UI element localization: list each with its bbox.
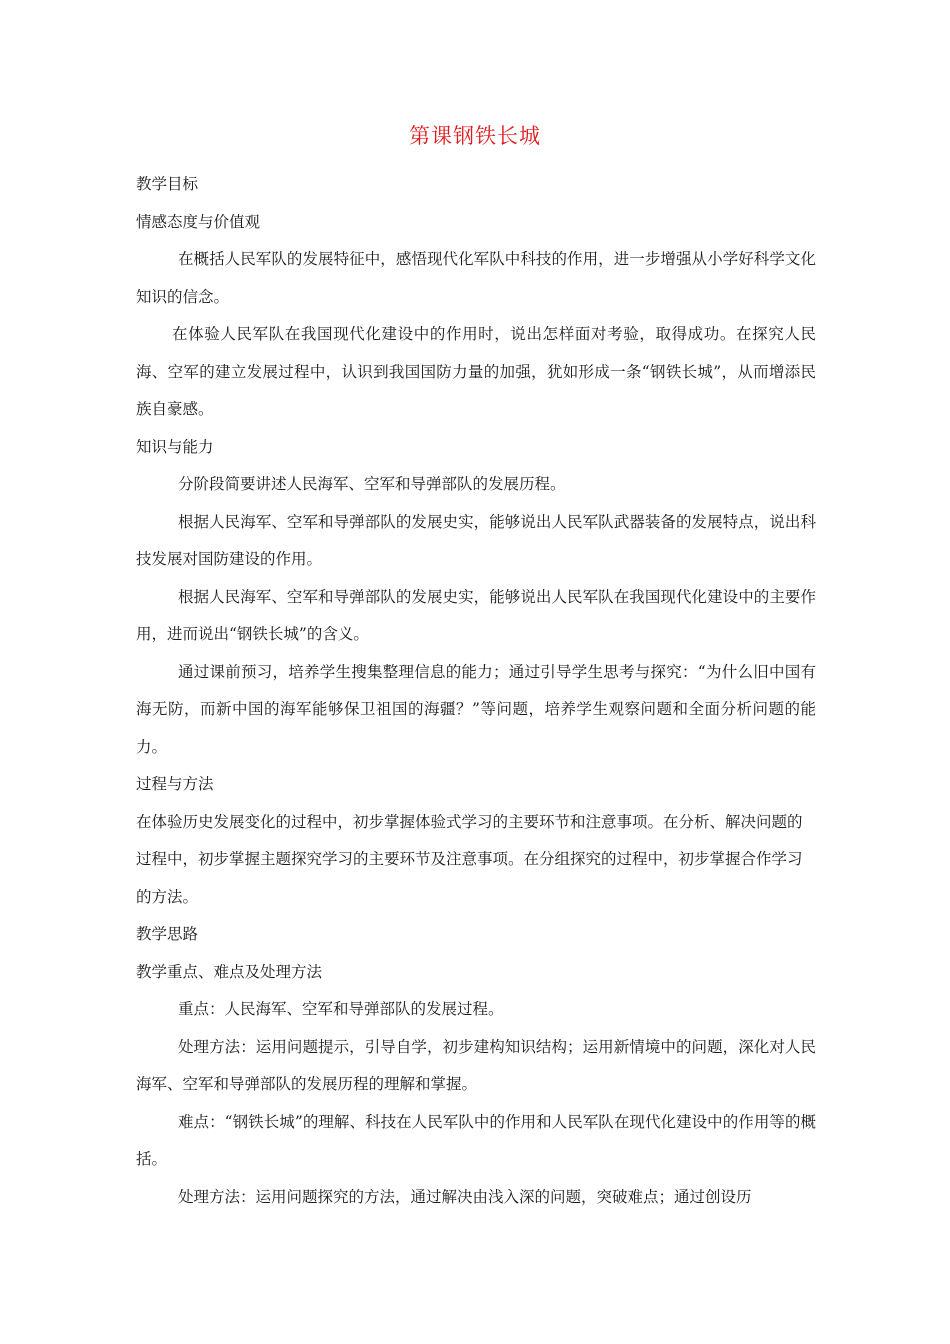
subheading-emotion-values: 情感态度与价值观 [136,212,261,231]
paragraph: 根据人民海军、空军和导弹部队的发展史实，能够说出人民军队武器装备的发展特点，说出科技发展对国防建设的作用。 [136,512,816,568]
paragraph: 分阶段简要讲述人民海军、空军和导弹部队的发展历程。 [178,475,566,493]
paragraph: 通过课前预习，培养学生搜集整理信息的能力；通过引导学生思考与探究：“为什么旧中国有海无防，而新中国的海军能够保卫祖国的海疆？”等问题，培养学生观察问题和全面分析问题的能力。 [136,662,816,756]
paragraph: 处理方法：运用问题探究的方法，通过解决由浅入深的问题，突破难点；通过创设历 [178,1187,752,1206]
paragraph: 在体验人民军队在我国现代化建设中的作用时，说出怎样面对考验，取得成功。在探究人民海、空军的建立发展过程中，认识到我国国防力量的加强，犹如形成一条“钢铁长城”，从而增添民族自豪感。 [136,325,816,418]
paragraph: 根据人民海军、空军和导弹部队的发展史实，能够说出人民军队在我国现代化建设中的主要作用，进而说出“钢铁长城”的含义。 [136,587,816,643]
paragraph: 重点：人民海军、空军和导弹部队的发展过程。 [178,1000,504,1018]
paragraph: 难点：“钢铁长城”的理解、科技在人民军队中的作用和人民军队在现代化建设中的作用等的概括。 [136,1112,816,1168]
subheading-knowledge-ability: 知识与能力 [136,437,214,456]
section-heading-teaching-approach: 教学思路 [136,925,199,943]
subheading-key-difficult-points: 教学重点、难点及处理方法 [136,962,323,981]
subheading-process-method: 过程与方法 [136,775,214,793]
paragraph: 在概括人民军队的发展特征中，感悟现代化军队中科技的作用，进一步增强从小学好科学文化知识的信念。 [136,250,816,306]
document-title: 第课钢铁长城 [409,124,541,148]
section-heading-teaching-goals: 教学目标 [136,175,199,193]
paragraph: 在体验历史发展变化的过程中，初步掌握体验式学习的主要环节和注意事项。在分析、解决问题的过程中，初步掌握主题探究学习的主要环节及注意事项。在分组探究的过程中，初步掌握合作学习的方法。 [136,812,803,906]
paragraph: 处理方法：运用问题提示，引导自学，初步建构知识结构；运用新情境中的问题，深化对人民海军、空军和导弹部队的发展历程的理解和掌握。 [136,1037,816,1093]
document-body [136,166,816,1216]
